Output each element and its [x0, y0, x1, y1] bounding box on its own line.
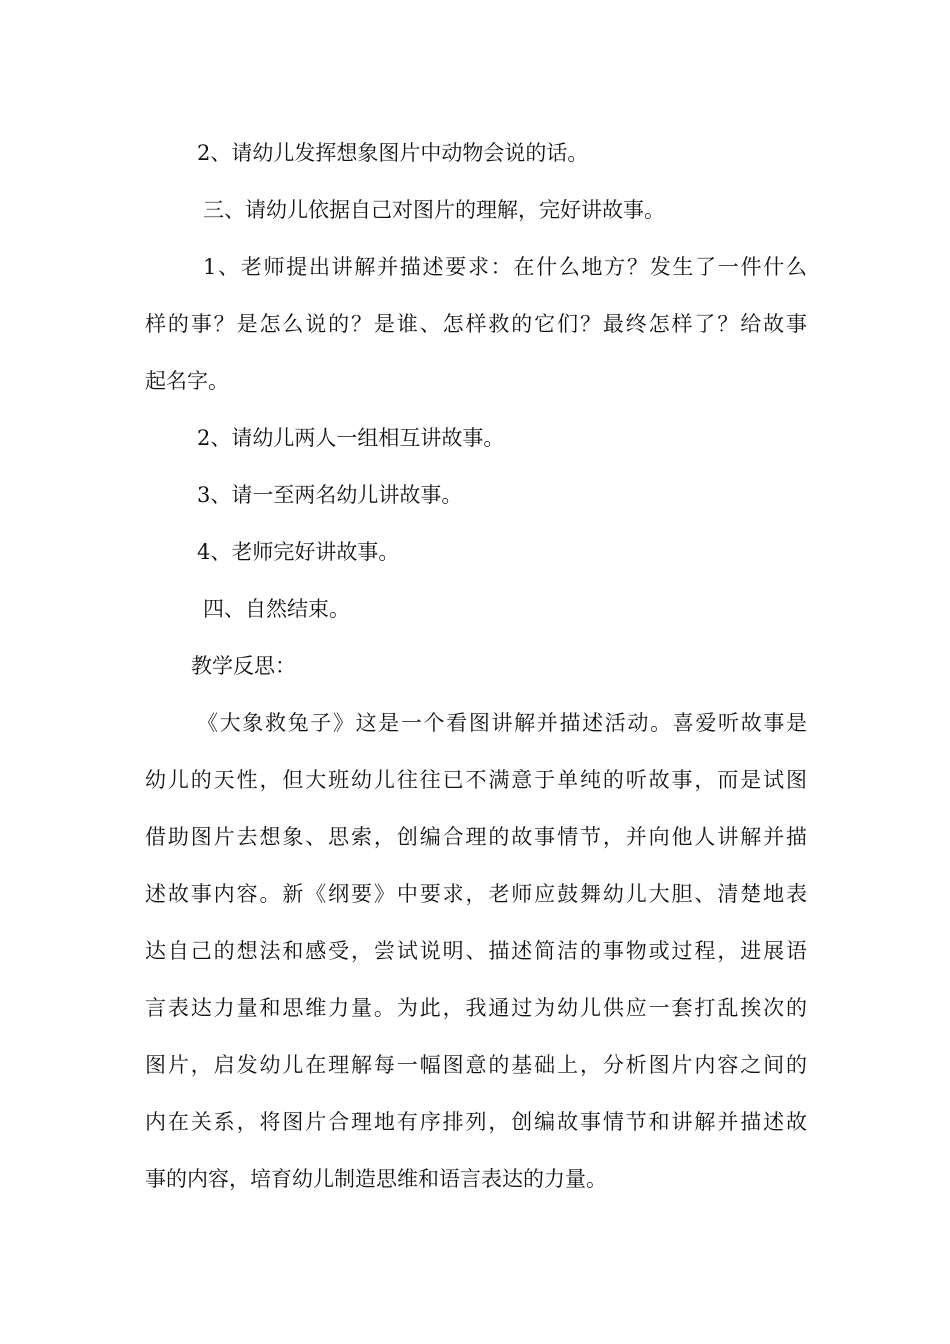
heading-teaching-reflection: 教学反思： [191, 654, 296, 678]
text-line: 起名字。 [145, 369, 229, 393]
paragraph-teacher-request [145, 244, 807, 404]
paragraph-step-3: 3、请一至两名幼儿讲故事。 [197, 483, 463, 507]
text-line: 《大象救兔子》这是一个看图讲解并描述活动。喜爱听故事是 [197, 711, 807, 735]
text-line: 1、老师提出讲解并描述要求：在什么地方？发生了一件什么 [203, 255, 807, 279]
text-line: 幼儿的天性，但大班幼儿往往已不满意于单纯的听故事，而是试图 [145, 768, 807, 792]
paragraph-step-2-imagine: 2、请幼儿发挥想象图片中动物会说的话。 [197, 141, 589, 165]
document-body [145, 130, 807, 1213]
paragraph-step-2-pairs: 2、请幼儿两人一组相互讲故事。 [197, 426, 505, 450]
paragraph-section-3: 三、请幼儿依据自己对图片的理解，完好讲故事。 [203, 198, 665, 222]
text-line: 样的事？是怎么说的？是谁、怎样救的它们？最终怎样了？给故事 [145, 312, 807, 336]
text-line: 图片，启发幼儿在理解每一幅图意的基础上，分析图片内容之间的 [145, 1053, 807, 1077]
text-line: 内在关系，将图片合理地有序排列，创编故事情节和讲解并描述故 [145, 1110, 807, 1134]
text-line: 事的内容，培育幼儿制造思维和语言表达的力量。 [145, 1167, 607, 1191]
text-line: 借助图片去想象、思索，创编合理的故事情节，并向他人讲解并描 [145, 825, 807, 849]
paragraph-step-4: 4、老师完好讲故事。 [197, 540, 400, 564]
paragraph-section-4: 四、自然结束。 [203, 597, 350, 621]
paragraph-reflection [145, 700, 807, 1202]
text-line: 述故事内容。新《纲要》中要求，老师应鼓舞幼儿大胆、清楚地表 [145, 882, 807, 906]
text-line: 言表达力量和思维力量。为此，我通过为幼儿供应一套打乱挨次的 [145, 996, 807, 1020]
text-line: 达自己的想法和感受，尝试说明、描述简洁的事物或过程，进展语 [145, 939, 807, 963]
